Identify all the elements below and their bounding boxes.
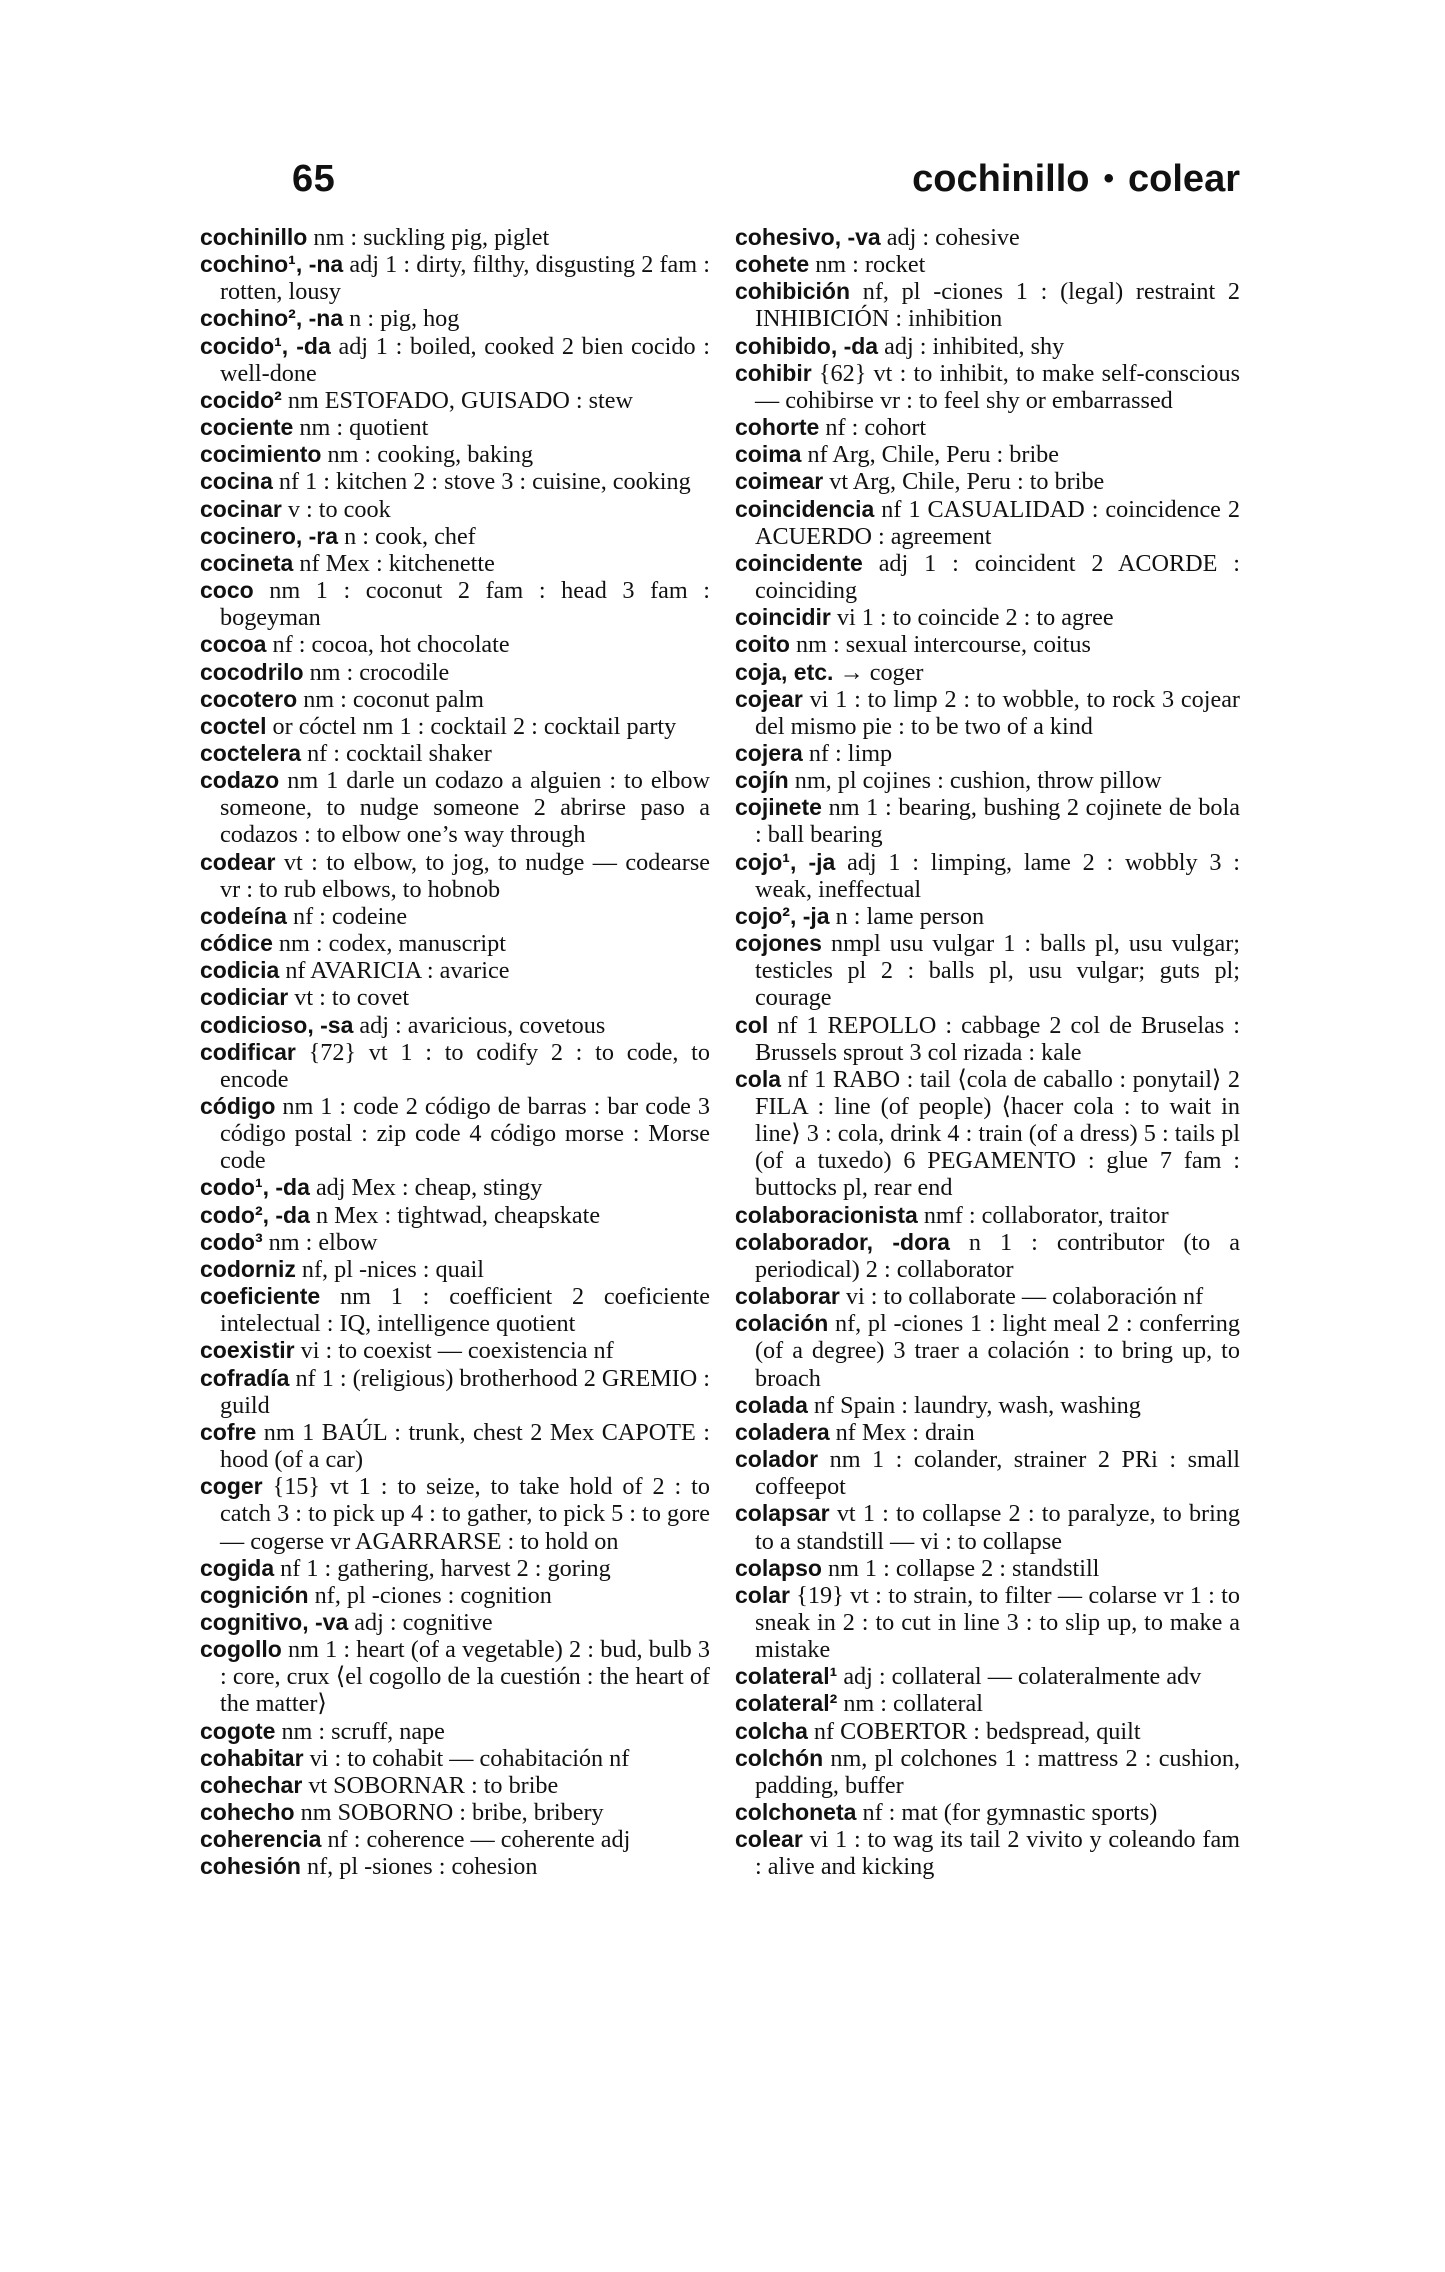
entry-headword: coima [735,441,802,468]
entry-definition: nf Arg, Chile, Peru : bribe [801,441,1060,469]
entry-headword: colaborar [735,1283,840,1310]
entry-headword: codicia [200,957,280,984]
entry-headword: coherencia [200,1826,322,1853]
dictionary-entry [200,414,710,441]
dictionary-entry [735,1392,1240,1419]
dictionary-entry [200,1093,710,1174]
entry-headword: códice [200,930,273,957]
dictionary-entry [735,604,1240,631]
entry-headword: cocineta [200,549,294,576]
entry-definition: vi 1 : to wag its tail 2 vivito y coleando fam : alive and kicking [755,1826,1240,1881]
dictionary-entry [735,1012,1240,1066]
dictionary-entry [735,631,1240,658]
dictionary-entry [200,387,710,414]
entry-definition: {72} vt 1 : to codify 2 : to code, to encode [220,1038,710,1093]
entry-headword: coco [200,577,254,604]
entry-definition: nm : elbow [262,1228,378,1256]
entry-definition: nm 1 : coefficient 2 coeficiente intelectual : IQ, intelligence quotient [220,1283,710,1338]
entry-headword: colada [735,1391,808,1418]
entry-definition: nf : cocktail shaker [301,739,492,767]
dictionary-entry [735,1202,1240,1229]
dictionary-entry [200,984,710,1011]
entry-definition: {62} vt : to inhibit, to make self-conscious — cohibirse vr : to feel shy or embarrassed [755,359,1240,414]
dictionary-entry [200,903,710,930]
dictionary-entry [735,333,1240,360]
dictionary-entry [200,1337,710,1364]
entry-headword: cocina [200,468,273,495]
entry-headword: coja, etc. [735,658,834,685]
entry-definition: adj : inhibited, shy [878,332,1065,360]
dictionary-entry [200,224,710,251]
entry-definition: nm 1 : code 2 código de barras : bar code 3 código postal : zip code 4 código morse : Morse code [220,1093,710,1175]
entry-headword: coimear [735,468,824,495]
dictionary-entry [735,1419,1240,1446]
entry-definition: vt 1 : to collapse 2 : to paralyze, to bring to a standstill — vi : to collapse [755,1500,1240,1555]
entry-definition: adj : cognitive [348,1608,493,1636]
dictionary-entry [200,441,710,468]
entry-headword: cocimiento [200,441,322,468]
entry-headword: codo¹, -da [200,1174,310,1201]
dictionary-entry [200,631,710,658]
entry-headword: coexistir [200,1337,295,1364]
entry-definition: nf 1 : (religious) brotherhood 2 GREMIO : guild [220,1364,711,1419]
dictionary-entry [735,1500,1240,1554]
entry-definition: vt : to covet [288,984,410,1012]
entry-headword: cogida [200,1554,275,1581]
entry-headword: cohibir [735,359,812,386]
dictionary-entry [200,1256,710,1283]
entry-definition: vi : to cohabit — cohabitación nf [303,1744,630,1772]
entry-headword: cocoa [200,631,267,658]
dictionary-entry [735,468,1240,495]
dictionary-entry [735,903,1240,930]
dictionary-entry [200,1636,710,1717]
guide-separator: • [1103,162,1115,195]
entry-definition: nm 1 darle un codazo a alguien : to elbow someone, to nudge someone 2 abrirse paso a codazos : to elbow one’s way through [220,767,710,849]
entry-headword: codo², -da [200,1201,310,1228]
entry-headword: codazo [200,767,280,794]
dictionary-entry [200,1826,710,1853]
dictionary-entry [200,686,710,713]
entry-headword: cohete [735,251,810,278]
entry-headword: cojones [735,930,822,957]
dictionary-entry [735,767,1240,794]
entry-definition: vt SOBORNAR : to bribe [302,1771,559,1799]
entry-headword: colchón [735,1744,824,1771]
entry-headword: cojo¹, -ja [735,848,836,875]
entry-definition: nf 1 RABO : tail ⟨cola de caballo : ponytail⟩ 2 FILA : line (of people) ⟨hacer cola : to wait in line⟩ 3 : cola, drink 4 : train (of a dress) 5 : tails pl (of a tuxedo) 6 PEGAMENTO : glue 7 fam : buttocks pl, rear end [755,1065,1240,1202]
entry-headword: cogollo [200,1636,282,1663]
entry-headword: coctelera [200,739,302,766]
entry-headword: cojín [735,767,789,794]
dictionary-entry [200,1718,710,1745]
entry-headword: colación [735,1310,829,1337]
entry-headword: cochino¹, -na [200,251,344,278]
entry-definition: nf : mat (for gymnastic sports) [856,1799,1158,1827]
entry-definition: adj Mex : cheap, stingy [309,1174,543,1202]
entry-definition: nm : suckling pig, piglet [307,224,550,251]
entry-definition: nf : cohort [819,414,927,442]
dictionary-entry [735,1718,1240,1745]
entry-headword: codo³ [200,1228,263,1255]
entry-definition: adj : avaricious, covetous [353,1011,606,1039]
entry-headword: colador [735,1446,819,1473]
entry-definition: adj : cohesive [880,224,1020,251]
entry-headword: cocotero [200,685,298,712]
entry-headword: cohibido, -da [735,332,879,359]
entry-headword: cohecho [200,1799,295,1826]
dictionary-entry [735,930,1240,1011]
dictionary-entry [735,1283,1240,1310]
entry-definition: nm : crocodile [303,658,450,686]
entry-definition: nm 1 BAÚL : trunk, chest 2 Mex CAPOTE : hood (of a car) [220,1418,710,1474]
entry-definition: {19} vt : to strain, to filter — colarse vr 1 : to sneak in 2 : to cut in line 3 : to slip up, to make a mistake [755,1581,1240,1664]
dictionary-entry [735,1663,1240,1690]
dictionary-entry [735,441,1240,468]
dictionary-entry [200,1202,710,1229]
entry-definition: nmpl usu vulgar 1 : balls pl, usu vulgar; testicles pl 2 : balls pl, usu vulgar; guts pl; courage [755,930,1240,1012]
dictionary-entry [735,278,1240,332]
entry-headword: coger [200,1473,263,1500]
entry-definition: nm 1 : colander, strainer 2 PRi : small coffeepot [755,1446,1240,1501]
entry-definition: nf : cocoa, hot chocolate [266,631,510,659]
entry-definition: nf, pl -ciones : cognition [308,1581,552,1609]
dictionary-entry [200,333,710,387]
guide-words [912,158,1240,201]
dictionary-entry [735,794,1240,848]
entry-definition: nf 1 : gathering, harvest 2 : goring [274,1554,611,1582]
entry-headword: cola [735,1065,782,1092]
entry-definition: nf, pl -nices : quail [295,1255,484,1283]
dictionary-entry [735,740,1240,767]
entry-definition: v : to cook [281,495,391,523]
entry-definition: nm : rocket [809,251,926,279]
dictionary-entry [735,1799,1240,1826]
dictionary-entry [200,1283,710,1337]
entry-definition: nf 1 : kitchen 2 : stove 3 : cuisine, cooking [272,468,691,496]
entry-definition: adj 1 : limping, lame 2 : wobbly 3 : weak, ineffectual [755,848,1240,903]
entry-definition: nm 1 : heart (of a vegetable) 2 : bud, bulb 3 : core, crux ⟨el cogollo de la cuestión : the heart of the matter⟩ [220,1636,710,1718]
entry-headword: coladera [735,1418,830,1445]
entry-definition: nf 1 CASUALIDAD : coincidence 2 ACUERDO : agreement [755,495,1240,550]
entry-headword: cojera [735,739,803,766]
entry-definition: nf, pl -siones : cohesion [300,1853,538,1881]
entry-definition: nm : coconut palm [297,685,484,713]
dictionary-entry [735,1446,1240,1500]
dictionary-entry [200,1473,710,1554]
entry-headword: coincidir [735,604,831,631]
entry-definition: nf COBERTOR : bedspread, quilt [807,1717,1141,1745]
entry-headword: coincidente [735,549,863,576]
dictionary-entry [200,577,710,631]
dictionary-entry [735,1690,1240,1717]
dictionary-entry [735,251,1240,278]
entry-headword: colaboracionista [735,1201,918,1228]
entry-definition: nm 1 : coconut 2 fam : head 3 fam : bogeyman [220,577,710,632]
dictionary-entry [200,251,710,305]
entry-definition: n : lame person [829,902,985,930]
entry-definition: → coger [833,658,924,686]
entry-definition: nm : cooking, baking [321,441,534,469]
entry-headword: cochinillo [200,224,308,250]
entry-definition: adj 1 : dirty, filthy, disgusting 2 fam : rotten, lousy [220,251,710,306]
entry-definition: vi 1 : to coincide 2 : to agree [830,604,1114,632]
dictionary-entry [735,686,1240,740]
entry-definition: vi : to coexist — coexistencia nf [294,1337,614,1365]
entry-headword: cocido² [200,386,282,413]
entry-definition: vi : to collaborate — colaboración nf [839,1283,1204,1311]
entry-headword: codificar [200,1038,296,1065]
dictionary-entry [200,713,710,740]
entry-definition: adj 1 : boiled, cooked 2 bien cocido : well-done [220,332,710,387]
entry-definition: nm SOBORNO : bribe, bribery [294,1799,604,1827]
entry-headword: cochino², -na [200,305,344,332]
entry-headword: cohesivo, -va [735,224,881,250]
dictionary-entry [735,849,1240,903]
entry-headword: cohesión [200,1853,301,1880]
dictionary-entry [735,659,1240,686]
entry-definition: nf, pl -ciones 1 : (legal) restraint 2 INHIBICIÓN : inhibition [755,278,1240,333]
dictionary-entry [200,1012,710,1039]
dictionary-entry [200,1853,710,1880]
dictionary-entry [200,957,710,984]
dictionary-entry [735,496,1240,550]
dictionary-entry [735,1229,1240,1283]
entry-headword: colcha [735,1717,808,1744]
dictionary-entry [200,468,710,495]
entry-headword: coito [735,631,790,658]
dictionary-entry [200,659,710,686]
dictionary-entry [200,523,710,550]
dictionary-entry [200,1039,710,1093]
dictionary-entry [735,550,1240,604]
entry-definition: vt : to elbow, to jog, to nudge — codearse vr : to rub elbows, to hobnob [220,848,710,903]
dictionary-entry [735,1310,1240,1391]
entry-definition: {15} vt 1 : to seize, to take hold of 2 : to catch 3 : to pick up 4 : to gather, to pick 5 : to gore — cogerse vr AGARRARSE : to hold on [220,1473,710,1555]
entry-headword: cofradía [200,1364,290,1391]
entry-headword: cocinar [200,495,282,522]
entry-headword: colear [735,1826,803,1853]
entry-definition: nf Mex : kitchenette [293,549,495,577]
entry-headword: colapso [735,1554,822,1581]
entry-headword: colapsar [735,1500,830,1527]
dictionary-entry [735,1745,1240,1799]
entry-headword: cojear [735,685,803,712]
entry-definition: nm, pl cojines : cushion, throw pillow [788,767,1162,795]
dictionary-entry [200,1174,710,1201]
entry-definition: nmf : collaborator, traitor [917,1201,1169,1229]
dictionary-entry [200,930,710,957]
dictionary-entry [735,1066,1240,1202]
dictionary-entry [200,305,710,332]
entry-headword: colar [735,1581,790,1608]
entry-definition: nm, pl colchones 1 : mattress 2 : cushion, padding, buffer [755,1744,1240,1799]
entry-headword: cognición [200,1581,309,1608]
entry-headword: colaborador, -dora [735,1228,950,1255]
dictionary-entry [200,1772,710,1799]
entry-headword: codiciar [200,984,289,1011]
entry-headword: coincidencia [735,495,875,522]
dictionary-entry [200,767,710,848]
dictionary-entry [200,1555,710,1582]
entry-definition: n : cook, chef [338,522,476,550]
entry-headword: codorniz [200,1255,296,1282]
entry-headword: cocodrilo [200,658,304,685]
entry-definition: nf Spain : laundry, wash, washing [807,1391,1141,1419]
entry-headword: cohabitar [200,1744,304,1771]
entry-definition: nf : codeine [286,902,408,930]
entry-headword: cohorte [735,414,820,441]
entry-definition: nm : sexual intercourse, coitus [789,631,1091,659]
dictionary-entry [200,849,710,903]
entry-headword: codear [200,848,276,875]
dictionary-entry [735,414,1240,441]
entry-headword: coeficiente [200,1283,321,1310]
entry-headword: codicioso, -sa [200,1011,354,1038]
entry-headword: cognitivo, -va [200,1608,349,1635]
entry-definition: nf Mex : drain [829,1418,975,1446]
entry-headword: código [200,1093,276,1119]
entry-definition: nf : limp [802,739,893,767]
dictionary-entry [200,1365,710,1419]
entry-headword: cofre [200,1418,257,1445]
entry-headword: cohibición [735,278,850,305]
entry-definition: nf 1 REPOLLO : cabbage 2 col de Bruselas : Brussels sprout 3 col rizada : kale [755,1011,1240,1066]
dictionary-entry [200,496,710,523]
dictionary-entry [735,224,1240,251]
entry-headword: cojo², -ja [735,902,830,929]
first-guide-word: cochinillo [912,158,1090,200]
entry-headword: cogote [200,1717,276,1744]
entry-definition: nm : collateral [837,1690,984,1718]
entry-headword: cojinete [735,794,822,821]
entry-headword: cociente [200,414,294,441]
dictionary-entry [735,1826,1240,1880]
dictionary-entry [735,1555,1240,1582]
entry-definition: or cóctel nm 1 : cocktail 2 : cocktail party [266,712,677,740]
entry-definition: nm ESTOFADO, GUISADO : stew [281,386,633,414]
entry-headword: colchoneta [735,1799,857,1826]
dictionary-entry [200,1799,710,1826]
entry-headword: codeína [200,902,287,929]
entry-definition: nm 1 : bearing, bushing 2 cojinete de bola : ball bearing [755,794,1240,849]
entry-definition: nm : codex, manuscript [272,930,506,958]
dictionary-entry [200,1582,710,1609]
dictionary-entry [735,1582,1240,1663]
dictionary-entry [735,360,1240,414]
entry-definition: n Mex : tightwad, cheapskate [309,1201,601,1229]
last-guide-word: colear [1128,158,1240,200]
dictionary-entry [200,1229,710,1256]
entry-headword: colateral¹ [735,1663,838,1690]
entry-definition: vt Arg, Chile, Peru : to bribe [823,468,1105,496]
entry-definition: vi 1 : to limp 2 : to wobble, to rock 3 cojear del mismo pie : to be two of a kind [755,685,1240,740]
entry-headword: coctel [200,712,267,739]
entry-definition: adj 1 : coincident 2 ACORDE : coinciding [755,549,1240,605]
entry-definition: nm 1 : collapse 2 : standstill [821,1554,1100,1582]
entry-headword: cohechar [200,1771,303,1798]
entry-definition: nm : quotient [293,414,429,442]
dictionary-entry [200,1609,710,1636]
entry-definition: adj : collateral — colateralmente adv [837,1663,1202,1691]
entry-definition: nm : scruff, nape [275,1717,445,1745]
left-column [200,224,710,1881]
dictionary-entry [200,1419,710,1473]
entry-headword: colateral² [735,1690,838,1717]
right-column [735,224,1240,1881]
entry-definition: nf AVARICIA : avarice [279,957,510,985]
entry-headword: cocido¹, -da [200,332,331,359]
dictionary-entry [200,740,710,767]
dictionary-entry [200,550,710,577]
entry-definition: nf, pl -ciones 1 : light meal 2 : conferring (of a degree) 3 traer a colación : to bring up, to broach [755,1310,1240,1392]
entry-headword: col [735,1011,769,1038]
dictionary-entry [200,1745,710,1772]
entry-headword: cocinero, -ra [200,522,339,549]
entry-definition: n : pig, hog [343,305,460,333]
entry-definition: nf : coherence — coherente adj [321,1826,631,1854]
page-number: 65 [292,158,336,200]
entry-definition: n 1 : contributor (to a periodical) 2 : collaborator [755,1228,1240,1283]
